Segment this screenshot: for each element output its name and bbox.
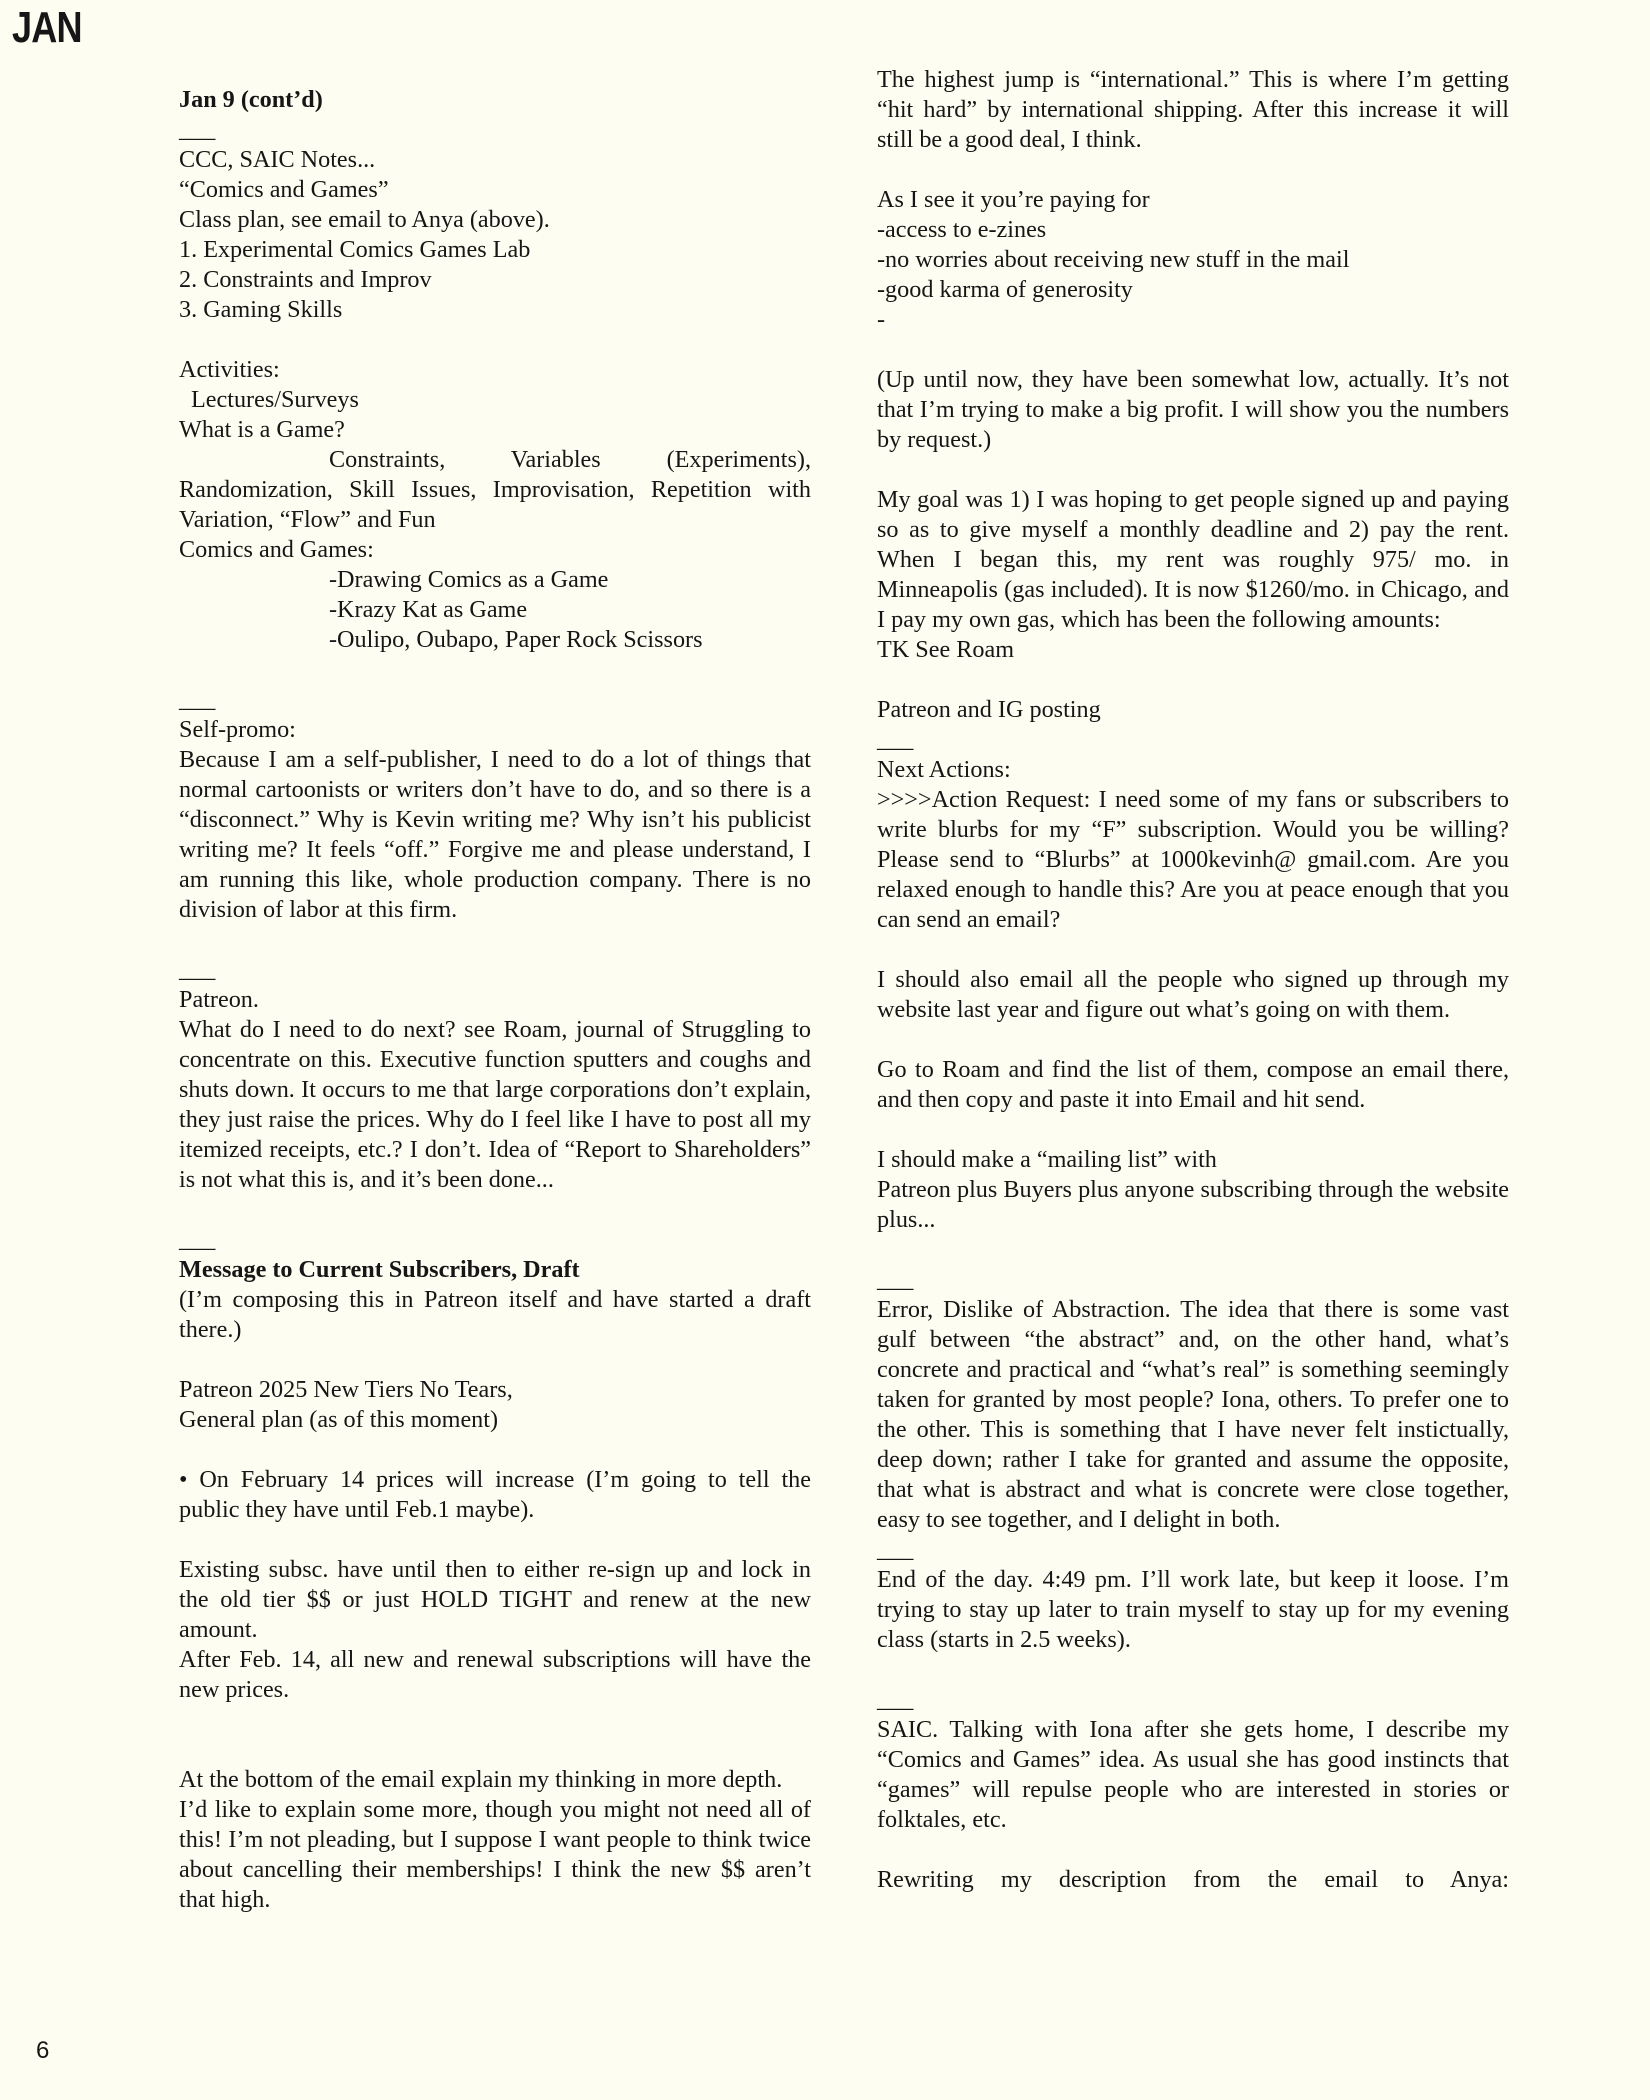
right-column bbox=[877, 65, 1509, 1895]
saic-paragraph: SAIC. Talking with Iona after she gets home, I describe my “Comics and Games” idea. As usual she has good instincts that “games” will repulse people who are interested in stories or folktales, etc. bbox=[877, 1716, 1509, 1833]
month-label: JAN bbox=[12, 3, 82, 52]
what-is-game-line: What is a Game? bbox=[179, 416, 345, 443]
separator: ___ bbox=[179, 1226, 216, 1253]
saic-notes-line: Class plan, see email to Anya (above). bbox=[179, 206, 550, 233]
mailing-list-paragraph: Patreon plus Buyers plus anyone subscribing through the website plus... bbox=[877, 1176, 1509, 1233]
patreon-title: Patreon. bbox=[179, 986, 259, 1013]
message-note: (I’m composing this in Patreon itself and have started a draft there.) bbox=[179, 1286, 811, 1343]
international-paragraph: The highest jump is “international.” This is where I’m getting “hit hard” by international shipping. After this increase it will still be a good deal, I think. bbox=[877, 66, 1509, 153]
roam-paragraph: Go to Roam and find the list of them, compose an email there, and then copy and paste it into Email and hit send. bbox=[877, 1056, 1509, 1113]
tk-line: TK See Roam bbox=[877, 636, 1015, 663]
existing-subscribers-paragraph: Existing subsc. have until then to either re-sign up and lock in the old tier $$ or just HOLD TIGHT and renew at the new amount. bbox=[179, 1556, 811, 1643]
error-paragraph: Error, Dislike of Abstraction. The idea that there is some vast gulf between “the abstract” and, on the other hand, what’s concrete and practical and “what’s real” is something seemingly taken for granted by most people? Iona, others. To prefer one to the other. This is something that I have never felt instictually, deep down; rather I take for granted and assume the opposite, that what is abstract and what is concrete were close together, easy to see together, and I delight in both. bbox=[877, 1296, 1509, 1533]
separator: ___ bbox=[877, 726, 914, 753]
saic-notes-line: CCC, SAIC Notes... bbox=[179, 146, 376, 173]
saic-notes-line: 1. Experimental Comics Games Lab bbox=[179, 236, 531, 263]
posting-line: Patreon and IG posting bbox=[877, 696, 1101, 723]
saic-notes-line: 2. Constraints and Improv bbox=[179, 266, 432, 293]
separator: ___ bbox=[877, 1686, 914, 1713]
self-promo-paragraph: Because I am a self-publisher, I need to do a lot of things that normal cartoonists or writers don’t have to do, and so there is a “disconnect.” Why is Kevin writing me? Why isn’t his publicist writing me? It feels “off.” Forgive me and please understand, I am running this like, whole production company. There is no division of labor at this firm. bbox=[179, 746, 811, 923]
sub-item: -Drawing Comics as a Game bbox=[329, 566, 609, 593]
separator: ___ bbox=[179, 686, 216, 713]
sub-item: -Oulipo, Oubapo, Paper Rock Scissors bbox=[329, 626, 703, 653]
paying-title: As I see it you’re paying for bbox=[877, 186, 1150, 213]
paying-item: -access to e-zines bbox=[877, 216, 1047, 243]
end-of-day-paragraph: End of the day. 4:49 pm. I’ll work late, but keep it loose. I’m trying to stay up later to train myself to stay up for my evening class (starts in 2.5 weeks). bbox=[877, 1566, 1509, 1653]
plan-title: Patreon 2025 New Tiers No Tears, bbox=[179, 1376, 513, 1403]
up-until-paragraph: (Up until now, they have been somewhat low, actually. It’s not that I’m trying to make a big profit. I will show you the numbers by request.) bbox=[877, 366, 1509, 453]
separator: ___ bbox=[179, 956, 216, 983]
message-title: Message to Current Subscribers, Draft bbox=[179, 1256, 580, 1283]
page-number: 6 bbox=[36, 2037, 50, 2064]
after-feb-paragraph: After Feb. 14, all new and renewal subscriptions will have the new prices. bbox=[179, 1646, 811, 1703]
next-actions-title: Next Actions: bbox=[877, 756, 1011, 783]
paying-item: -no worries about receiving new stuff in the mail bbox=[877, 246, 1350, 273]
left-column bbox=[179, 85, 811, 1915]
saic-notes-line: 3. Gaming Skills bbox=[179, 296, 343, 323]
mailing-list-line: I should make a “mailing list” with bbox=[877, 1146, 1217, 1173]
lectures-line: Lectures/Surveys bbox=[191, 386, 359, 413]
price-increase-bullet: • On February 14 prices will increase (I’m going to tell the public they have until Feb.1 maybe). bbox=[179, 1466, 811, 1523]
saic-notes-line: “Comics and Games” bbox=[179, 176, 389, 203]
separator: ___ bbox=[179, 116, 216, 143]
separator: ___ bbox=[877, 1266, 914, 1293]
plan-subtitle: General plan (as of this moment) bbox=[179, 1406, 499, 1433]
self-promo-title: Self-promo: bbox=[179, 716, 296, 743]
bottom-email-paragraph: At the bottom of the email explain my thinking in more depth. bbox=[179, 1766, 783, 1793]
paying-item: -good karma of generosity bbox=[877, 276, 1133, 303]
action-request-paragraph: >>>>Action Request: I need some of my fans or subscribers to write blurbs for my “F” subscription. Would you be willing? Please send to “Blurbs” at 1000kevinh@ gmail.com. Are you relaxed enough to handle this? Are you at peace enough that you can send an email? bbox=[877, 786, 1509, 933]
separator: ___ bbox=[877, 1536, 914, 1563]
email-all-paragraph: I should also email all the people who signed up through my website last year and figure out what’s going on with them. bbox=[877, 966, 1509, 1023]
paying-item: - bbox=[877, 306, 886, 333]
comics-games-line: Comics and Games: bbox=[179, 536, 374, 563]
rewriting-line: Rewriting my description from the email to Anya: bbox=[877, 1866, 1509, 1893]
constraints-paragraph: Constraints, Variables (Experiments), Randomization, Skill Issues, Improvisation, Repetition with Variation, “Flow” and Fun bbox=[179, 446, 811, 533]
sub-item: -Krazy Kat as Game bbox=[329, 596, 528, 623]
entry-heading: Jan 9 (cont’d) bbox=[179, 86, 323, 113]
explain-paragraph: I’d like to explain some more, though you might not need all of this! I’m not pleading, but I suppose I want people to think twice about cancelling their memberships! I think the new $$ aren’t that high. bbox=[179, 1796, 811, 1913]
activities-title: Activities: bbox=[179, 356, 280, 383]
patreon-paragraph: What do I need to do next? see Roam, journal of Struggling to concentrate on this. Executive function sputters and coughs and shuts down. It occurs to me that large corporations don’t explain, they just raise the prices. Why do I feel like I have to post all my itemized receipts, etc.? I don’t. Idea of “Report to Shareholders” is not what this is, and it’s been done... bbox=[179, 1016, 811, 1193]
goal-paragraph: My goal was 1) I was hoping to get people signed up and paying so as to give myself a monthly deadline and 2) pay the rent. When I began this, my rent was roughly 975/ mo. in Minneapolis (gas included). It is now $1260/mo. in Chicago, and I pay my own gas, which has been the following amounts: bbox=[877, 486, 1509, 633]
